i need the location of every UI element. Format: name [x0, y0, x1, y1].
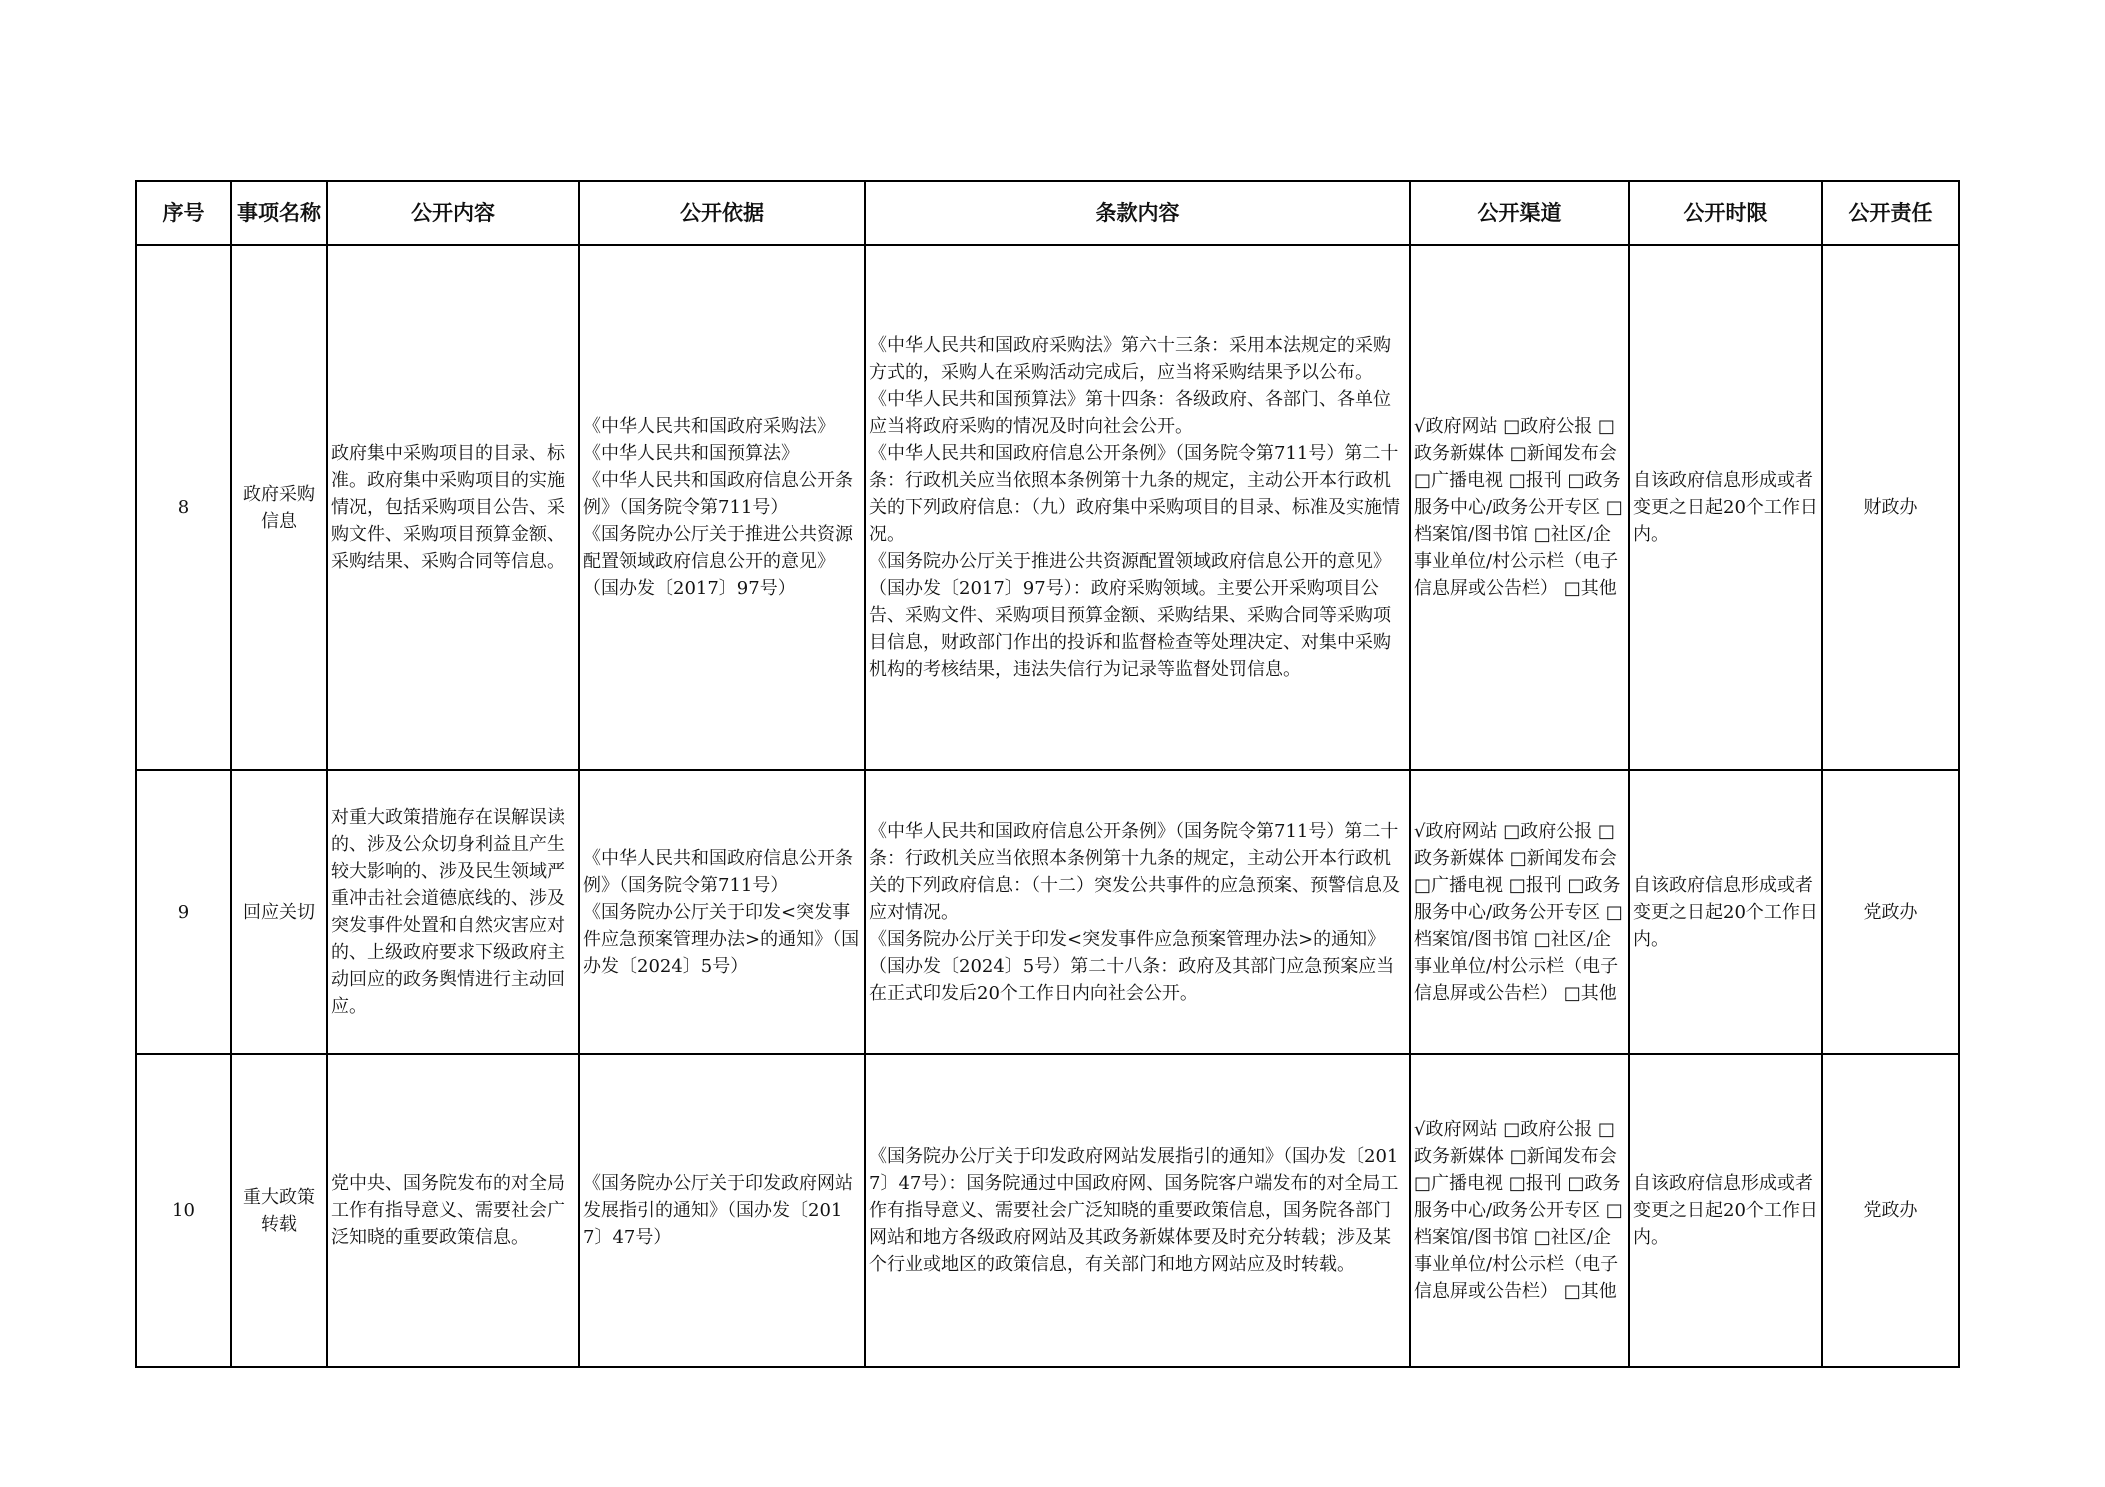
row-content [327, 770, 579, 1054]
header-content: 公开内容 [327, 181, 579, 245]
header-channel: 公开渠道 [1410, 181, 1629, 245]
header-time-limit: 公开时限 [1629, 181, 1822, 245]
basis-text: 《中华人民共和国政府信息公开条例》（国务院令第711号） 《国务院办公厅关于印发<突发事件应急预案管理办法>的通知》（国办发〔2024〕5号） [583, 847, 860, 977]
row-item-name: 回应关切 [231, 770, 327, 1054]
row-channel [1410, 770, 1629, 1054]
basis-text: 《国务院办公厅关于印发政府网站发展指引的通知》（国办发〔2017〕47号） [583, 1173, 853, 1248]
row-clause [865, 245, 1410, 770]
channel-text: √政府网站 □政府公报 □政务新媒体 □新闻发布会 □广播电视 □报刊 □政务服务中心/政务公开专区 □档案馆/图书馆 □社区/企事业单位/村公示栏（电子信息屏或公告栏） □其他 [1414, 416, 1623, 599]
header-responsibility: 公开责任 [1822, 181, 1959, 245]
row-basis [579, 245, 865, 770]
row-seq: 9 [136, 770, 231, 1054]
header-row [136, 181, 1959, 245]
time-limit-text: 自该政府信息形成或者变更之日起20个工作日内。 [1633, 874, 1818, 950]
table-row [136, 245, 1959, 770]
row-seq: 8 [136, 245, 231, 770]
row-content [327, 245, 579, 770]
channel-text: √政府网站 □政府公报 □政务新媒体 □新闻发布会 □广播电视 □报刊 □政务服务中心/政务公开专区 □档案馆/图书馆 □社区/企事业单位/村公示栏（电子信息屏或公告栏） □其他 [1414, 1119, 1623, 1302]
row-content [327, 1054, 579, 1367]
header-clause: 条款内容 [865, 181, 1410, 245]
row-basis [579, 770, 865, 1054]
row-responsibility: 党政办 [1822, 1054, 1959, 1367]
row-channel [1410, 245, 1629, 770]
row-time-limit [1629, 1054, 1822, 1367]
table-body [136, 245, 1959, 1367]
table-row [136, 1054, 1959, 1367]
table-header [136, 181, 1959, 245]
clause-text: 《中华人民共和国政府采购法》第六十三条：采用本法规定的采购方式的，采购人在采购活动完成后，应当将采购结果予以公布。 《中华人民共和国预算法》第十四条：各级政府、各部门、各单位应当将政府采购的情况及时向社会公开。 《中华人民共和国政府信息公开条例》（国务院令第711号）第二十条：行政机关应当依照本条例第十九条的规定，主动公开本行政机关的下列政府信息：（九）政府集中采购项目的目录、标准及实施情况。 《国务院办公厅关于推进公共资源配置领域政府信息公开的意见》（国办发〔2017〕97号）：政府采购领域。主要公开采购项目公告、采购文件、采购项目预算金额、采购结果、采购合同等采购项目信息，财政部门作出的投诉和监督检查等处理决定、对集中采购机构的考核结果，违法失信行为记录等监督处罚信息。 [869, 335, 1400, 680]
row-responsibility: 党政办 [1822, 770, 1959, 1054]
row-clause [865, 1054, 1410, 1367]
content-text: 党中央、国务院发布的对全局工作有指导意义、需要社会广泛知晓的重要政策信息。 [331, 1173, 565, 1248]
row-time-limit [1629, 245, 1822, 770]
channel-text: √政府网站 □政府公报 □政务新媒体 □新闻发布会 □广播电视 □报刊 □政务服务中心/政务公开专区 □档案馆/图书馆 □社区/企事业单位/村公示栏（电子信息屏或公告栏） □其他 [1414, 820, 1623, 1004]
row-time-limit [1629, 770, 1822, 1054]
header-seq: 序号 [136, 181, 231, 245]
clause-text: 《国务院办公厅关于印发政府网站发展指引的通知》（国办发〔2017〕47号）：国务院通过中国政府网、国务院客户端发布的对全局工作有指导意义、需要社会广泛知晓的重要政策信息，国务院各部门网站和地方各级政府网站及其政务新媒体要及时充分转载；涉及某个行业或地区的政策信息，有关部门和地方网站应及时转载。 [869, 1146, 1399, 1275]
row-responsibility: 财政办 [1822, 245, 1959, 770]
table-row [136, 770, 1959, 1054]
clause-text: 《中华人民共和国政府信息公开条例》（国务院令第711号）第二十条：行政机关应当依照本条例第十九条的规定，主动公开本行政机关的下列政府信息：（十二）突发公共事件的应急预案、预警信息及应对情况。 《国务院办公厅关于印发<突发事件应急预案管理办法>的通知》（国办发〔2024〕5号）第二十八条：政府及其部门应急预案应当在正式印发后20个工作日内向社会公开。 [869, 820, 1400, 1004]
basis-text: 《中华人民共和国政府采购法》 《中华人民共和国预算法》 《中华人民共和国政府信息公开条例》（国务院令第711号） 《国务院办公厅关于推进公共资源配置领域政府信息公开的意见》（国办发〔2017〕97号） [583, 416, 853, 599]
time-limit-text: 自该政府信息形成或者变更之日起20个工作日内。 [1633, 1173, 1818, 1248]
row-item-name: 政府采购信息 [231, 245, 327, 770]
time-limit-text: 自该政府信息形成或者变更之日起20个工作日内。 [1633, 470, 1818, 545]
row-seq: 10 [136, 1054, 231, 1367]
content-text: 对重大政策措施存在误解误读的、涉及公众切身利益且产生较大影响的、涉及民生领域严重冲击社会道德底线的、涉及突发事件处置和自然灾害应对的、上级政府要求下级政府主动回应的政务舆情进行主动回应。 [331, 807, 565, 1017]
row-item-name: 重大政策转载 [231, 1054, 327, 1367]
disclosure-table [135, 180, 1960, 1368]
row-channel [1410, 1054, 1629, 1367]
content-text: 政府集中采购项目的目录、标准。政府集中采购项目的实施情况，包括采购项目公告、采购文件、采购项目预算金额、采购结果、采购合同等信息。 [331, 443, 565, 572]
header-item: 事项名称 [231, 181, 327, 245]
header-basis: 公开依据 [579, 181, 865, 245]
row-basis [579, 1054, 865, 1367]
row-clause [865, 770, 1410, 1054]
